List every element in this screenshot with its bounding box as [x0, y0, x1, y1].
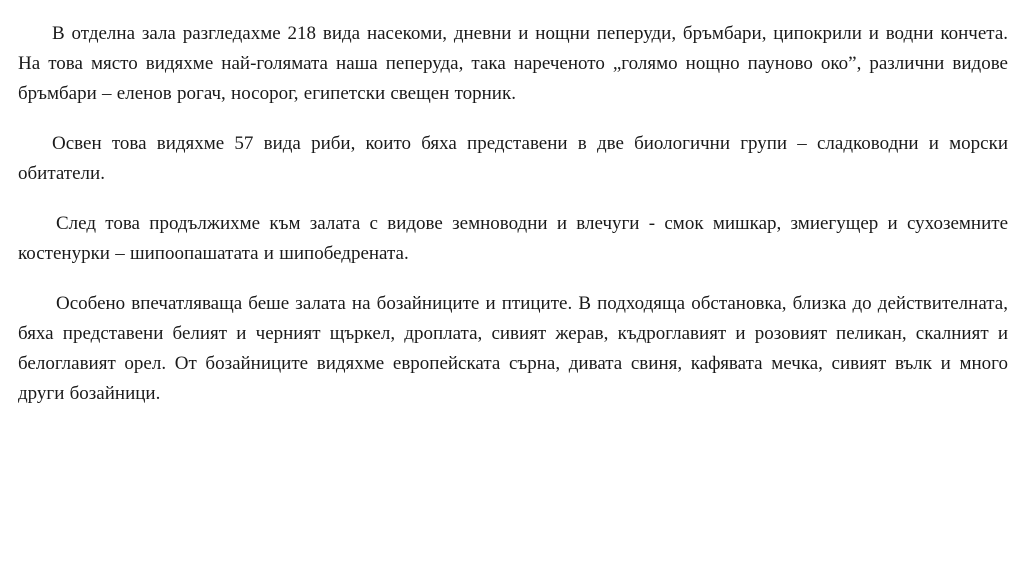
paragraph-fish: Освен това видяхме 57 вида риби, които бяха представени в две биологични групи – сладководни и морски обитатели.: [18, 133, 1008, 184]
document-page: [18, 19, 1008, 429]
paragraph-amphibians-reptiles: След това продължихме към залата с видове земноводни и влечуги - смок мишкар, змиегущер и сухоземните костенурки – шипоопашатата и шипобедрената.: [18, 213, 1008, 264]
paragraph-insects: В отделна зала разгледахме 218 вида насекоми, дневни и нощни пеперуди, бръмбари, ципокрили и водни кончета. На това място видяхме най-голямата наша пеперуда, така нареченото „голямо нощно пауново око”, различни видове бръмбари – еленов рогач, носорог, египетски свещен торник.: [18, 23, 1008, 104]
paragraph-mammals-birds: Особено впечатляваща беше залата на бозайниците и птиците. В подходяща обстановка, близка до действителната, бяха представени белият и черният щъркел, дроплата, сивият жерав, къдроглавият и розовият пеликан, скалният и белоглавият орел. От бозайниците видяхме европейската сърна, дивата свиня, кафявата мечка, сивият вълк и много други бозайници.: [18, 293, 1008, 404]
